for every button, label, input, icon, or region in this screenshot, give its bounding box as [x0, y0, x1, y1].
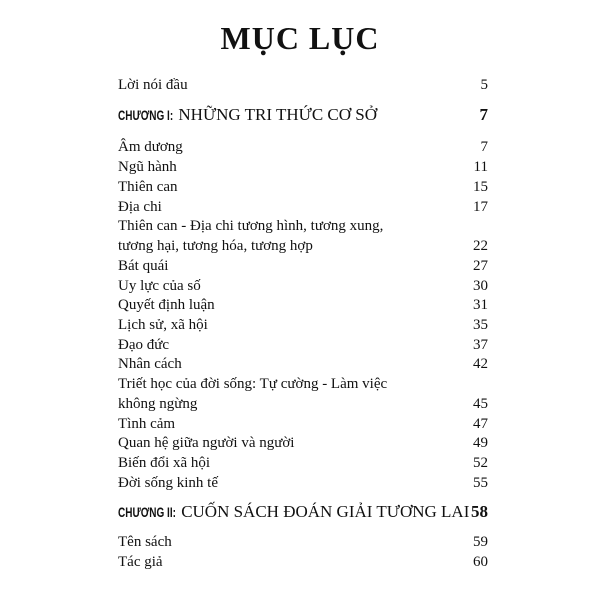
toc-entry-title: Tên sách [118, 534, 172, 550]
toc-entry-title: Đạo đức [118, 337, 170, 353]
toc-entry-title: Nhân cách [118, 356, 182, 372]
toc-entry-title: Tình cảm [118, 416, 176, 432]
toc-entry-title: Lời nói đầu [118, 77, 188, 93]
toc-entry-title: Lịch sử, xã hội [118, 317, 208, 333]
toc-entry-page: 17 [473, 199, 488, 215]
toc-entry-page: 22 [473, 238, 488, 254]
toc-entry-title: Thiên can - Địa chi tương hình, tương xung, [118, 218, 384, 234]
toc-entry-title: Âm dương [118, 139, 183, 155]
toc-entry-page: 55 [473, 475, 488, 491]
toc-entry-page: 60 [473, 554, 488, 570]
toc-entry-title: không ngừng [118, 396, 198, 412]
toc-chapter-prefix: CHƯƠNG I: [118, 108, 174, 124]
toc-chapter-title-wrap [118, 106, 377, 126]
toc-entry-page: 47 [473, 416, 488, 432]
toc-entry-page: 7 [480, 139, 488, 155]
toc-entry-title: Quyết định luận [118, 297, 215, 313]
toc-entry-title: Uy lực của số [118, 278, 201, 294]
toc-entry-title: Triết học của đời sống: Tự cường - Làm việc [118, 376, 388, 392]
toc-entry-title: Đời sống kinh tế [118, 475, 219, 491]
toc-chapter-prefix: CHƯƠNG II: [118, 505, 176, 521]
toc-entry-title: Quan hệ giữa người và người [118, 435, 295, 451]
toc-entry-page: 59 [473, 534, 488, 550]
toc-entry-page: 42 [473, 356, 488, 372]
toc-entry-page: 27 [473, 258, 488, 274]
toc-entry-title: Ngũ hành [118, 159, 177, 175]
toc-entry-page: 30 [473, 278, 488, 294]
toc-entry-page: 31 [473, 297, 488, 313]
toc-entry-page: 15 [473, 179, 488, 195]
toc-entry-title: Địa chi [118, 199, 162, 215]
toc-entry-page: 7 [479, 105, 488, 124]
toc-entry-title: tương hại, tương hóa, tương hợp [118, 238, 313, 254]
toc-entry-page: 58 [471, 502, 488, 521]
toc-chapter-title: NHỮNG TRI THỨC CƠ SỞ [178, 105, 378, 124]
toc-entry-title: Thiên can [118, 179, 178, 195]
toc-entry-title: Biến đổi xã hội [118, 455, 211, 471]
toc-entry-page: 35 [473, 317, 488, 333]
toc-entry-page: 37 [473, 337, 488, 353]
toc-entry-page: 45 [473, 396, 488, 412]
toc-entry-title: Bát quái [118, 258, 169, 274]
toc-entry-page: 11 [473, 159, 488, 175]
page-title: MỤC LỤC [220, 20, 380, 56]
toc-entry-page: 52 [473, 455, 488, 471]
toc-entry-page: 5 [480, 77, 488, 93]
toc-entry-title: Tác giả [118, 554, 163, 570]
toc-chapter-title: CUỐN SÁCH ĐOÁN GIẢI TƯƠNG LAI [181, 502, 470, 521]
toc-entry-page: 49 [473, 435, 488, 451]
toc-chapter-title-wrap [118, 503, 469, 523]
